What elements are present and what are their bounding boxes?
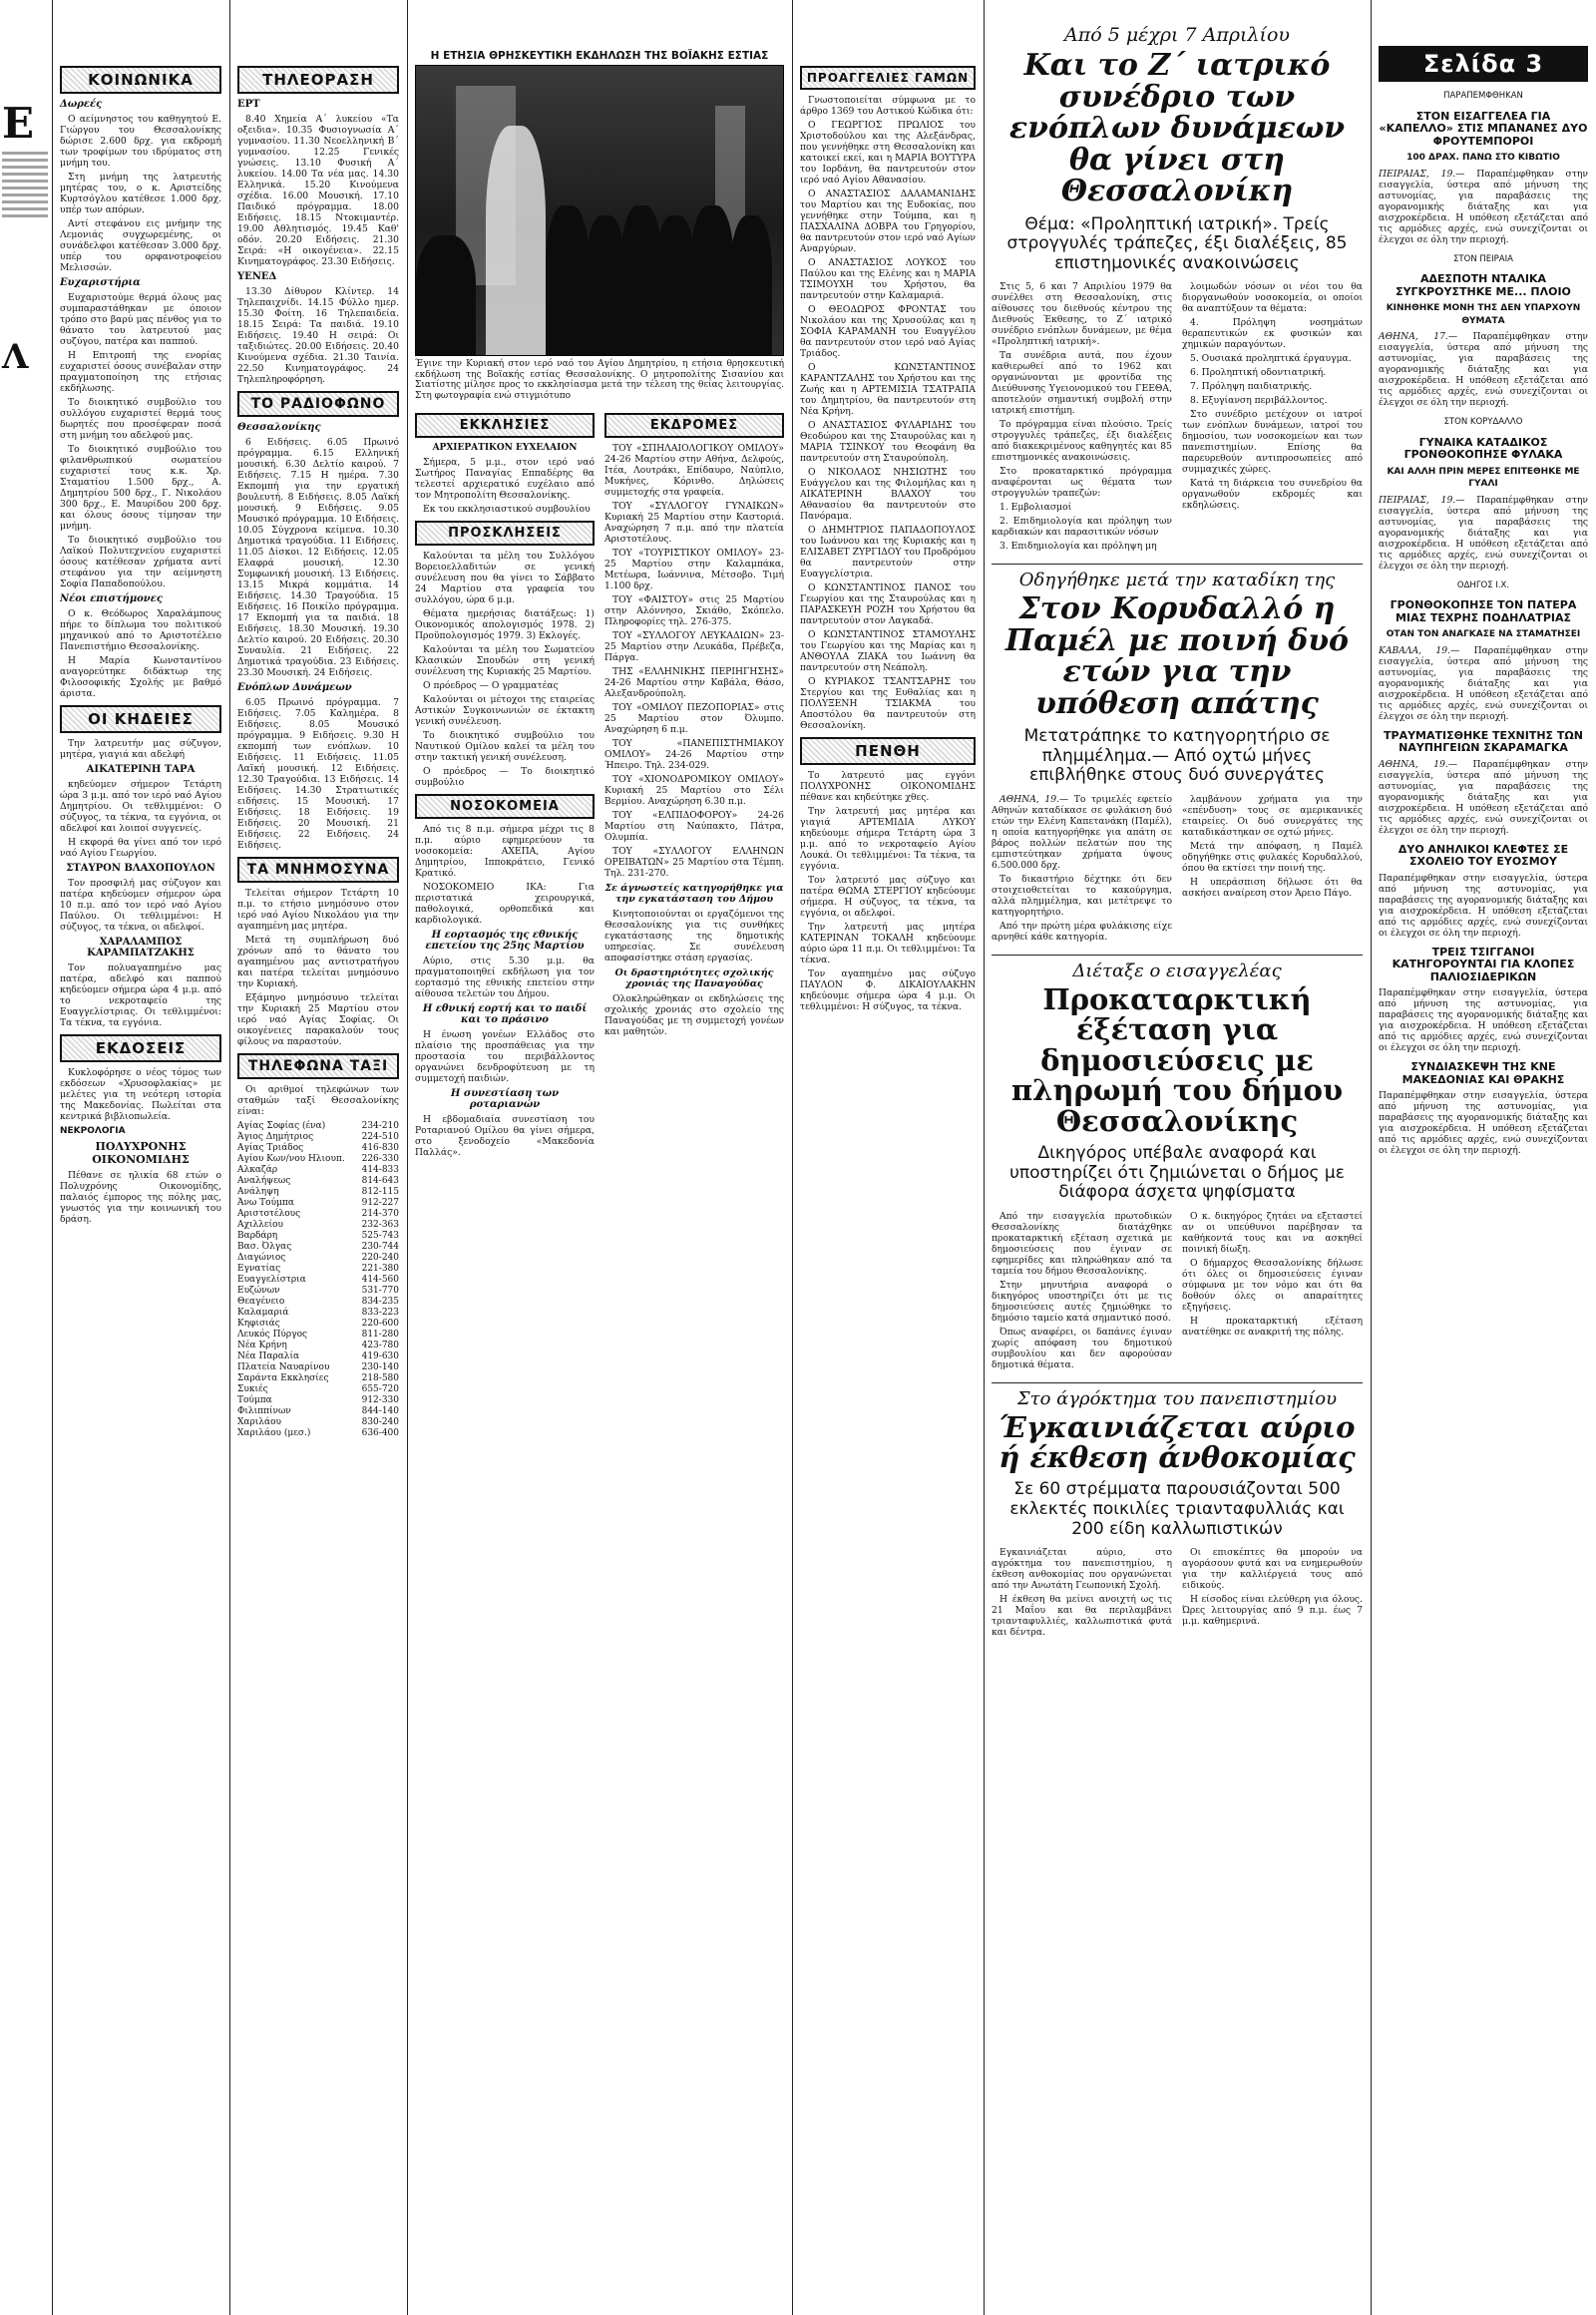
funeral-name-3: ΧΑΡΑΛΑΜΠΟΣ ΚΑΡΑΜΠΑΤΖΑΚΗΣ [87, 937, 195, 959]
radio-thessaloniki-label: Θεσσαλονίκης [237, 422, 321, 433]
hospitals-text: Από τις 8 π.μ. σήμερα μέχρι τις 8 π.μ. αύριο εφημερεύουν τα νοσοκομεία: ΑΧΕΠΑ, Αγίου Δημητρίου, Ιπποκράτειο, Γενικό Κρατικό. ΝΟΣΟΚΟΜΕΙΟ ΙΚΑ: Για περιστατικά χειρουργικά, παθολογικά, ορθοπεδικά και καρδιολογικά. [415, 824, 595, 926]
taxi-phone-row [237, 1242, 399, 1253]
taxi-station-number: 833-223 [361, 1308, 399, 1318]
taxi-phone-row [237, 1319, 399, 1330]
brief-headline: ΔΥΟ ΑΝΗΛΙΚΟΙ ΚΛΕΦΤΕΣ ΣΕ ΣΧΟΛΕΙΟ ΤΟΥ ΕΥΟΣΜΟΥ [1397, 842, 1569, 868]
yened-schedule: 13.30 Δίθυρον Κλίντερ. 14 Τηλεπαιχνίδι. 14.15 Φύλλο ημερ. 15.30 Φοίτη. 16 Τηλεπαιδεία. 18.15 Σειρά: Τα παιδιά. 19.10 Ειδήσεις. 19.40 Η σειρά: Οι ταξιδιώτες. 20.00 Ειδήσεις. 20.40 Κινούμενα σχέδια. 21.30 Ταινία. 22.50 Κινηματογράφος. 24 Τηλεπληροφόρηση. [237, 286, 399, 385]
taxi-station-name: Θεαγένειο [237, 1297, 285, 1307]
dog-text: Κινητοποιούνται οι εργαζόμενοι της Θεσσαλονίκης για τις συνθήκες εγκατάστασης της δημοτικής υπηρεσίας. Σε συνέλευση αποφασίστηκε στάση εργασίας. [604, 909, 784, 964]
brief-story [1379, 579, 1588, 722]
taxi-phone-row [237, 1132, 399, 1143]
prosecutor-headline: Προκαταρκτική έξέταση για δημοσιεύσεις με πληρωμή του δήμου Θεσσαλονίκης [1010, 981, 1344, 1138]
brief-story [1379, 1061, 1588, 1156]
conference-list-2: 2. Επιδημιολογία και πρόληψη των καρδιακών και παρασιτικών νόσων [992, 516, 1172, 539]
taxi-phone-row [237, 1362, 399, 1373]
yened-label: ΥΕΝΕΔ [237, 271, 277, 282]
taxi-station-number: 834-235 [361, 1297, 399, 1307]
brief-kicker: ΣΤΟΝ ΚΟΡΥΔΑΛΛΟ [1443, 417, 1523, 427]
brief-text: ΚΑΒΑΛΑ, 19.— Παραπέμφθηκαν στην εισαγγελία, ύστερα από μήνυση της αστυνομίας, για παραβάσεις της αγορανομικής διάταξης και για αισχροκέρδεια. Η υπόθεση εξετάζεται από τις αρμόδιες αρχές, ενώ συνεχίζονται οι έλεγχοι σε όλη την περιοχή. [1379, 644, 1588, 722]
taxi-phone-row [237, 1176, 399, 1187]
lead-stories-column [988, 0, 1367, 2315]
weddings-text: Γνωστοποιείται σύμφωνα με το άρθρο 1369 του Αστικού Κώδικα ότι: Ο ΓΕΩΡΓΙΟΣ ΠΡΩΛΙΟΣ του Χριστοδούλου και της Αλεξάνδρας, που γεννήθηκε στη Θεσσαλονίκη και κατοικεί εκεί, και η ΜΑΡΙΑ ΒΟΥΤΥΡΑ του Ιορδάνη, θα παντρευτούν στον ιερό ναό Αγίου Αθανασίου. Ο ΑΝΑΣΤΑΣΙΟΣ ΔΑΛΑΜΑΝΙΔΗΣ του Μαρτίου και της Ευδοκίας, που γεννήθηκε στην Τούμπα, και η ΠΑΣΧΑΛΙΝΑ ΔΟΒΡΑ του Γρηγορίου, θα παντρευτούν στον ιερό ναό Αγίων Αναργύρων. Ο ΑΝΑΣΤΑΣΙΟΣ ΛΟΥΚΟΣ του Παύλου και της Ελένης και η ΜΑΡΙΑ ΤΣΙΜΟΥΧΗ του Χρήστου, θα παντρευτούν στην Καλαμαριά. Ο ΘΕΟΔΩΡΟΣ ΦΡΟΝΤΑΣ του Νικολάου και της Χρυσούλας και η ΣΟΦΙΑ ΚΑΡΑΜΑΝΗ του Ευαγγέλου θα παντρευτούν στον ιερό ναό Αγίας Τριάδος. Ο ΚΩΝΣΤΑΝΤΙΝΟΣ ΚΑΡΑΝΤΖΑΛΗΣ του Χρήστου και της Ζωής και η ΑΡΤΕΜΙΣΙΑ ΤΣΑΤΡΑΠΑ του Δημητρίου, θα παντρευτούν στη Νέα Κρήνη. Ο ΑΝΑΣΤΑΣΙΟΣ ΦΥΛΑΡΙΔΗΣ του Θεοδώρου και της Σταυρούλας και η ΜΑΡΙΑ ΤΣΙΝΚΟΥ του Θεοφάνη θα παντρευτούν στη Σταυρούπολη. Ο ΝΙΚΟΛΑΟΣ ΝΗΣΙΩΤΗΣ του Ευάγγελου και της Φιλομήλας και η ΑΙΚΑΤΕΡΙΝΗ ΒΛΑΧΟΥ του Αθανασίου θα παντρευτούν στο Πανόραμα. Ο ΔΗΜΗΤΡΙΟΣ ΠΑΠΑΔΟΠΟΥΛΟΣ του Ιωάννου και της Κυριακής και η ΕΛΙΣΑΒΕΤ ΖΥΡΓΙΔΟΥ του Προδρόμου θα παντρευτούν στην Ευαγγελίστρια. Ο ΚΩΝΣΤΑΝΤΙΝΟΣ ΠΑΝΟΣ του Γεωργίου και της Σταυρούλας και η ΠΑΡΑΣΚΕΥΗ ΡΟΖΗ του Χρήστου θα παντρευτούν στον Λαγκαδά. Ο ΚΩΝΣΤΑΝΤΙΝΟΣ ΣΤΑΜΟΥΛΗΣ του Γεωργίου και της Μαρίας και η ΑΝΘΟΥΛΑ ΖΙΑΚΑ του Ιωάννη θα παντρευτούν στη Νεάπολη. Ο ΚΥΡΙΑΚΟΣ ΤΣΑΝΤΣΑΡΗΣ του Στεργίου και της Ευθαλίας και η ΠΟΛΥΞΕΝΗ ΤΣΙΑΚΜΑ του Αποστόλου θα παντρευτούν στη Θεσσαλονίκη. [800, 95, 977, 731]
taxi-station-name: Πλατεία Ναυαρίνου [237, 1362, 330, 1372]
memorials-text: Τελείται σήμερον Τετάρτη 10 π.μ. το ετήσιο μνημόσυνο στον ιερό ναό Αγίου Νικολάου για την αγαπημένη μας μητέρα. Μετά τη συμπλήρωση δυό χρόνων από το θάνατο του αγαπημένου μας αντιστρατήγου και πατέρα τελείται μνημόσυνο την Κυριακή. Εξάμηνο μνημόσυνο τελείται την Κυριακή 25 Μαρτίου στον ιερό ναό Αγίας Σοφίας. Οι οικογένειες παρακαλούν τους φίλους να παραστούν. [237, 888, 399, 1047]
taxi-station-name: Καλαμαριά [237, 1308, 289, 1318]
brief-dateline: ΠΕΙΡΑΙΑΣ, 19.— [1379, 494, 1465, 506]
taxi-phone-row [237, 1384, 399, 1395]
taxi-station-name: Ευζώνων [237, 1286, 280, 1296]
left-strip-initial: Ε [2, 99, 35, 148]
conference-kicker: Από 5 μέχρι 7 Απριλίου [1064, 24, 1290, 46]
tv-radio-column [233, 0, 403, 2315]
taxi-phone-row [237, 1351, 399, 1362]
excursions-text: ΤΟΥ «ΣΠΗΛΑΙΟΛΟΓΙΚΟΥ ΟΜΙΛΟΥ» 24-26 Μαρτίου στην Αθήνα, Δελφούς, Ιτέα, Λουτράκι, Επίδαυρο, Ναύπλιο, Μυκήνες, Κόρινθο. Δηλώσεις συμμετοχής στα γραφεία. ΤΟΥ «ΣΥΛΛΟΓΟΥ ΓΥΝΑΙΚΩΝ» Κυριακή 25 Μαρτίου στην Καστοριά. Αναχώρηση 7 π.μ. από την πλατεία Αριστοτέλους. ΤΟΥ «ΤΟΥΡΙΣΤΙΚΟΥ ΟΜΙΛΟΥ» 23-25 Μαρτίου στην Καλαμπάκα, Μετέωρα, Ιωάννινα, Μέτσοβο. Τιμή 1.100 δρχ. ΤΟΥ «ΦΑΙΣΤΟΥ» στις 25 Μαρτίου στην Αλόννησο, Σκιάθο, Σκόπελο. Πληροφορίες τηλ. 276-375. ΤΟΥ «ΣΥΛΛΟΓΟΥ ΛΕΥΚΑΔΙΩΝ» 23-25 Μαρτίου στην Λευκάδα, Πρέβεζα, Πάργα. ΤΗΣ «ΕΛΛΗΝΙΚΗΣ ΠΕΡΙΗΓΗΣΗΣ» 24-26 Μαρτίου στην Καβάλα, Θάσο, Αλεξανδρούπολη. ΤΟΥ «ΟΜΙΛΟΥ ΠΕΖΟΠΟΡΙΑΣ» στις 25 Μαρτίου στον Όλυμπο. Αναχώρηση 6 π.μ. ΤΟΥ «ΠΑΝΕΠΙΣΤΗΜΙΑΚΟΥ ΟΜΙΛΟΥ» 24-26 Μαρτίου στην Ήπειρο. Τηλ. 234-029. ΤΟΥ «ΧΙΟΝΟΔΡΟΜΙΚΟΥ ΟΜΙΛΟΥ» Κυριακή 25 Μαρτίου στο Σέλι Βερμίου. Αναχώρηση 6.30 π.μ. ΤΟΥ «ΕΛΠΙΔΟΦΟΡΟΥ» 24-26 Μαρτίου στη Ναύπακτο, Πάτρα, Ολυμπία. ΤΟΥ «ΣΥΛΛΟΓΟΥ ΕΛΛΗΝΩΝ ΟΡΕΙΒΑΤΩΝ» 25 Μαρτίου στα Τέμπη. Τηλ. 231-270. [604, 443, 784, 879]
taxi-station-number: 525-743 [361, 1231, 399, 1241]
taxi-station-name: Χαριλάου [237, 1417, 281, 1427]
taxi-station-name: Αγίου Κων/νου Ηλιουπ. [237, 1154, 345, 1164]
brief-kicker: ΠΑΡΑΠΕΜΦΘΗΚΑΝ [1443, 91, 1523, 101]
conference-text-a: Στις 5, 6 και 7 Απριλίου 1979 θα συνέλθει στη Θεσσαλονίκη, στις αίθουσες του διεθνούς κέντρου της Διεθνούς Έκθεσης, το Ζ΄ ιατρικό συνέδριο ενόπλων δυνάμεων, με θέμα «Προληπτική ιατρική». Τα συνέδρια αυτά, που έχουν καθιερωθεί από το 1962 και οργανώνονται με φροντίδα της Διεύθυνσης Υγειονομικού του ΓΕΕΘΑ, αποτελούν σημαντική συμβολή στην ιατρική επιστήμη. Το πρόγραμμα είναι πλούσιο. Τρείς στρογγυλές τράπεζες, έξι διαλέξεις από διακεκριμένους καθηγητές και 85 επιστημονικές ανακοινώσεις. Στο προκαταρκτικό πρόγραμμα αναφέρονται ως θέματα των στρογγυλών τραπεζών: 1. Εμβολιασμοί 2. Επιδημιολογία και πρόληψη των καρδιακών και παρασιτικών νόσων 3. Επιδημιολογία και πρόληψη μη [992, 281, 1172, 553]
church-subheading: ΑΡΧΙΕΡΑΤΙΚΟΝ ΕΥΧΕΛΑΙΟΝ [432, 443, 578, 453]
feast2-title: Η εθνική εορτή και το παιδί και το πράσινο [422, 1003, 588, 1025]
taxi-station-name: Αριστοτέλους [237, 1209, 301, 1219]
taxi-station-name: Αναλήψεως [237, 1176, 291, 1186]
church-subcolumn [415, 407, 595, 1162]
brief-dateline: ΑΘΗΝΑ, 19.— [1379, 758, 1458, 770]
funeral-name-2: ΣΤΑΥΡΟΝ ΒΛΑΧΟΠΟΥΛΟΝ [66, 863, 215, 874]
taxi-station-number: 416-830 [361, 1143, 399, 1153]
brief-headline: ΣΥΝΔΙΑΣΚΕΨΗ ΤΗΣ ΚΝΕ ΜΑΚΕΔΟΝΙΑΣ ΚΑΙ ΘΡΑΚΗΣ [1401, 1060, 1565, 1086]
brief-story [1379, 844, 1588, 939]
brief-story [1379, 253, 1588, 409]
ert-schedule: 8.40 Χημεία Α΄ λυκείου «Τα οξειδια». 10.35 Φυσιογνωσία Α΄ γυμνασίου. 11.30 Νεοελληνική Β΄ γυμνασίου. 12.25 Γενικές γνώσεις. 13.10 Φυσική Α΄ λυκείου. 14.00 Τα νέα μας. 14.30 Ελληνικά. 15.20 Κινούμενα σχέδια. 16.00 Μουσική. 17.10 Παιδικό πρόγραμμα. 18.00 Ειδήσεις. 18.15 Ντοκιμαντέρ. 19.00 Αθλητισμός. 19.45 Καθ' οδόν. 20.20 Ειδήσεις. 21.30 Σειρά: «Η οικογένεια». 22.15 Κινηματογράφος. 23.30 Ειδήσεις. [237, 114, 399, 267]
brief-text: Παραπέμφθηκαν στην εισαγγελία, ύστερα από μήνυση της αστυνομίας, για παραβάσεις της αγορανομικής διάταξης και για αισχροκέρδεια. Η υπόθεση εξετάζεται από τις αρμόδιες αρχές, ενώ συνεχίζονται οι έλεγχοι σε όλη την περιοχή. [1379, 1090, 1588, 1156]
churches-heading: ΕΚΚΛΗΣΙΕΣ [415, 413, 595, 438]
taxi-station-number: 655-720 [361, 1384, 399, 1394]
taxi-station-number: 232-363 [361, 1220, 399, 1230]
brief-kicker: ΟΔΗΓΟΣ Ι.Χ. [1456, 579, 1510, 590]
taxi-phone-row [237, 1165, 399, 1176]
taxi-station-name: Ανάληψη [237, 1187, 279, 1197]
taxi-station-name: Νέα Παραλία [237, 1351, 300, 1361]
brief-headline: ΓΥΝΑΙΚΑ ΚΑΤΑΔΙΚΟΣ ΓΡΟΝΘΟΚΟΠΗΣΕ ΦΥΛΑΚΑ [1403, 435, 1563, 461]
taxi-station-name: Εγνατίας [237, 1264, 281, 1274]
taxi-station-name: Τούμπα [237, 1395, 272, 1405]
editions-heading: ΕΚΔΟΣΕΙΣ [60, 1034, 221, 1062]
tv-heading: ΤΗΛΕΟΡΑΣΗ [237, 66, 399, 94]
taxi-station-name: Αγίας Σοφίας (ένα) [237, 1121, 326, 1131]
taxi-phone-row [237, 1286, 399, 1297]
hospitals-heading: ΝΟΣΟΚΟΜΕΙΑ [415, 794, 595, 819]
feast-text: Αύριο, στις 5.30 μ.μ. θα πραγματοποιηθεί εκδήλωση για τον εορτασμό της εθνικής επετείου στην αίθουσα τελετών του Δήμου. [415, 956, 595, 999]
taxi-station-number: 830-240 [361, 1417, 399, 1427]
prosecutor-deck: Δικηγόρος υπέβαλε αναφορά και υποστηρίζει ότι ζημιώνεται ο δήμος με διάφορα άσχετα ψηφίσματα [1009, 1142, 1345, 1203]
brief-text: ΑΘΗΝΑ, 17.— Παραπέμφθηκαν στην εισαγγελία, ύστερα από μήνυση της αστυνομίας, για παραβάσεις της αγορανομικής διάταξης και για αισχροκέρδεια. Η υπόθεση εξετάζεται από τις αρμόδιες αρχές, ενώ συνεχίζονται οι έλεγχοι σε όλη την περιοχή. [1379, 331, 1588, 408]
funeral-text-2: Τον προσφιλή μας σύζυγον και πατέρα κηδεύομεν σήμερον ώρα 10 π.μ. από τον ιερό ναό Αγίου Παύλου. Οι τεθλιμμένοι: Η σύζυγος, τα τέκνα, οι αδελφοί. [60, 878, 221, 933]
brief-text: ΠΕΙΡΑΙΑΣ, 19.— Παραπέμφθηκαν στην εισαγγελία, ύστερα από μήνυση της αστυνομίας, για παραβάσεις της αγορανομικής διάταξης και για αισχροκέρδεια. Η υπόθεση εξετάζεται από τις αρμόδιες αρχές, ενώ συνεχίζονται οι έλεγχοι σε όλη την περιοχή. [1379, 494, 1588, 572]
obituary-name: ΠΟΛΥΧΡΟΝΗΣ ΟΙΚΟΝΟΜΙΔΗΣ [92, 1140, 190, 1166]
taxi-station-number: 214-370 [361, 1209, 399, 1219]
taxi-phone-row [237, 1406, 399, 1417]
taxi-phone-row [237, 1373, 399, 1384]
brief-dateline: ΚΑΒΑΛΑ, 19.— [1379, 644, 1460, 656]
taxi-station-number: 423-780 [361, 1341, 399, 1350]
churches-text: Σήμερα, 5 μ.μ., στον ιερό ναό Σωτήρος Παναγίας Εππαδέρης θα τελεστεί αρχιερατικό ευχέλαιο από τον Μητροπολίτη Θεσσαλονίκης. Εκ του εκκλησιαστικού συμβουλίου [415, 457, 595, 515]
taxi-station-name: Βασ. Όλγας [237, 1242, 292, 1252]
funeral-text-3: Τον πολυαγαπημένο μας πατέρα, αδελφό και παππού κηδεύομεν σήμερα ώρα 4 μ.μ. από το νεκροταφείο της Ευαγγελίστριας. Οι τεθλιμμένοι: Τα τέκνα, τα εγγόνια. [60, 963, 221, 1028]
taxi-station-name: Χαριλάου (μεσ.) [237, 1428, 311, 1438]
taxi-phone-row [237, 1330, 399, 1341]
conference-list-1: 1. Εμβολιασμοί [999, 502, 1072, 514]
left-strip-initial-2: Λ [2, 337, 29, 377]
taxi-phone-row [237, 1264, 399, 1275]
conference-list2-7: 7. Πρόληψη παιδιατρικής. [1190, 381, 1313, 393]
prosecutor-kicker: Διέταξε ο εισαγγελέας [1072, 960, 1282, 981]
taxi-station-name: Λευκός Πύργος [237, 1330, 308, 1340]
excursions-heading: ΕΚΔΡΟΜΕΣ [604, 413, 784, 438]
conference-list2-5: 5. Ουσιακά προληπτικά έργαυγμα. [1190, 353, 1352, 365]
brief-text: ΠΕΙΡΑΙΑΣ, 19.— Παραπέμφθηκαν στην εισαγγελία, ύστερα από μήνυση της αστυνομίας, για παραβάσεις της αγορανομικής διάταξης και για αισχροκέρδεια. Η υπόθεση εξετάζεται από τις αρμόδιες αρχές, ενώ συνεχίζονται οι έλεγχοι σε όλη την περιοχή. [1379, 168, 1588, 245]
new-scientists-text: Ο κ. Θεόδωρος Χαραλάμπους πήρε το δίπλωμα του πολιτικού μηχανικού από το Αριστοτέλειο Πανεπιστήμιο Θεσσαλονίκης. Η Μαρία Κωνσταντίνου αναγορεύτηκε διδάκτωρ της Φιλοσοφικής Σχολής με βαθμό άριστα. [60, 608, 221, 699]
weddings-heading: ΠΡΟΑΓΓΕΛΙΕΣ ΓΑΜΩΝ [800, 66, 976, 90]
taxi-station-number: 224-510 [361, 1132, 399, 1142]
feast2-text: Η ένωση γονέων Ελλάδος στο πλαίσιο της προσπάθειας για την προστασία του περιβάλλοντος οργανώνει δενδροφύτευση με τη συμμετοχή παιδιών. [415, 1029, 595, 1084]
mourning-text: Το λατρευτό μας εγγόνι ΠΟΛΥΧΡΟΝΗΣ ΟΙΚΟΝΟΜΙΔΗΣ πέθανε και κηδεύτηκε χθες. Την λατρευτή μας μητέρα και γιαγιά ΑΡΤΕΜΙΔΙΑ ΛΥΚΟΥ κηδεύουμε σήμερα Τετάρτη ώρα 3 μ.μ. από το νεκροταφείο Αγίου Λουκά. Οι τεθλιμμένοι: Τα τέκνα, τα εγγόνια. Τον λατρευτό μας σύζυγο και πατέρα ΘΩΜΑ ΣΤΕΡΓΙΟΥ κηδεύουμε σήμερα. Η σύζυγος, τα τέκνα, τα εγγόνια, οι αδελφοί. Την λατρευτή μας μητέρα ΚΑΤΕΡΙΝΑΝ ΤΟΚΑΛΗ κηδεύουμε αύριο ώρα 11 π.μ. Οι τεθλιμμένοι: Τα τέκνα. Τον αγαπημένο μας σύζυγο ΠΑΥΛΟΝ Φ. ΔΙΚΑΙΟΥΛΑΚΗΝ κηδεύουμε σήμερα ώρα 4 μ.μ. Οι τεθλιμμένοι: Η σύζυγος, τα τέκνα. [800, 770, 976, 1012]
brief-headline: ΓΡΟΝΘΟΚΟΠΗΣΕ ΤΟΝ ΠΑΤΕΡΑ ΜΙΑΣ ΤΕΧΡΗΣ ΠΟΔΗΛΑΤΡΙΑΣ [1390, 598, 1577, 624]
taxi-phone-row [237, 1308, 399, 1319]
flower-text-a: Εγκαινιάζεται αύριο, στο αγρόκτημα του πανεπιστημίου, η έκθεση ανθοκομίας που οργανώνεται από την Ανωτάτη Γεωπονική Σχολή. Η έκθεση θα μείνει ανοιχτή ως τις 21 Μαΐου και θα περιλαμβάνει τριανταφυλλιές, καλλωπιστικά φυτά και δέντρα. [992, 1547, 1172, 1639]
taxi-station-number: 414-560 [361, 1275, 399, 1285]
brief-headline: ΤΡΑΥΜΑΤΙΣΘΗΚΕ ΤΕΧΝΙΤΗΣ ΤΩΝ ΝΑΥΠΗΓΕΙΩΝ ΣΚΑΡΑΜΑΓΚΑ [1384, 728, 1583, 754]
ert-label: ΕΡΤ [237, 99, 260, 110]
editions-text: Κυκλοφόρησε ο νέος τόμος των εκδόσεων «Χρυσοφλακίας» με μελέτες για τη νεότερη ιστορία της Μακεδονίας. Πωλείται στα κεντρικά βιβλιοπωλεία. [60, 1067, 221, 1122]
flower-deck: Σε 60 στρέμματα παρουσιάζονται 500 εκλεκτές ποικιλίες τριανταφυλλιάς και 200 είδη καλλωπιστικών [1009, 1479, 1345, 1539]
new-scientists-heading: Νέοι επιστήμονες [60, 593, 163, 604]
meeting-text: Η εβδομαδιαία συνεστίαση του Ροταριανού Ομίλου θα γίνει σήμερα, στο ξενοδοχείο «Μακεδονία Παλλάς». [415, 1114, 595, 1158]
taxi-station-number: 844-140 [361, 1406, 399, 1416]
taxi-station-name: Άνω Τούμπα [237, 1198, 294, 1208]
brief-story [1379, 730, 1588, 836]
taxi-station-number: 230-744 [361, 1242, 399, 1252]
taxi-phones-heading: ΤΗΛΕΦΩΝΑ ΤΑΞΙ [237, 1053, 399, 1079]
brief-headline: ΑΔΕΣΠΟΤΗ ΝΤΑΛΙΚΑ ΣΥΓΚΡΟΥΣΤΗΚΕ ΜΕ... ΠΛΟΙΟ [1396, 272, 1571, 298]
taxi-phone-row [237, 1341, 399, 1351]
conference-headline: Και το Ζ΄ ιατρικό συνέδριο των ενόπλων δυνάμεων θα γίνει στη Θεσσαλονίκη [1008, 48, 1346, 208]
brief-story [1379, 90, 1588, 245]
brief-subhead: 100 ΔΡΑΧ. ΠΑΝΩ ΣΤΟ ΚΙΒΩΤΙΟ [1406, 153, 1560, 163]
radio-thessaloniki-schedule: 6 Ειδήσεις. 6.05 Πρωινό πρόγραμμα. 6.15 Ελληνική μουσική. 6.30 Δελτίο καιρού. 7 Ειδήσεις. 7.15 Η ημέρα. 7.30 Εκπομπή για την εργατική βουλευτή. 8 Ειδήσεις. 8.05 Λαϊκή μουσική. 9 Ειδήσεις. 9.05 Μουσικό πρόγραμμα. 10 Ειδήσεις. 10.05 Σύγχρονα κείμενα. 10.30 Δημοτικά τραγούδια. 11 Ειδήσεις. 11.05 Δίσκοι. 12 Ειδήσεις. 12.05 Ελαφρά μουσική. 12.30 Συμφωνική μουσική. 13 Ειδήσεις. 13.15 Μικρά κομμάτια. 14 Ειδήσεις. 14.30 Τραγούδια. 15 Ειδήσεις. 16 Ποικίλο πρόγραμμα. 17 Εκπομπή για τα παιδιά. 18 Ειδήσεις. 18.30 Μουσική. 19.30 Δελτίο καιρού. 20 Ειδήσεις. 20.30 Συναυλία. 21 Ειδήσεις. 22 Δημοτικά τραγούδια. 23 Ειδήσεις. 23.30 Μουσική. 24 Ειδήσεις. [237, 437, 399, 678]
brief-dateline: ΑΘΗΝΑ, 17.— [1379, 331, 1458, 342]
taxi-station-number: 531-770 [361, 1286, 399, 1296]
taxi-phone-row [237, 1297, 399, 1308]
social-column [56, 0, 225, 2315]
radio-heading: ΤΟ ΡΑΔΙΟΦΩΝΟ [237, 391, 399, 417]
brief-text: Παραπέμφθηκαν στην εισαγγελία, ύστερα από μήνυση της αστυνομίας, για παραβάσεις της αγορανομικής διάταξης και για αισχροκέρδεια. Η υπόθεση εξετάζεται από τις αρμόδιες αρχές, ενώ συνεχίζονται οι έλεγχοι σε όλη την περιοχή. [1379, 987, 1588, 1053]
taxi-station-name: Αχιλλείου [237, 1220, 283, 1230]
thanks-text: Ευχαριστούμε θερμά όλους μας συμπαραστάθηκαν με όποιον τρόπο στο βαρύ μας πένθος για το θάνατο του λατρευτού μας συζύγου, πατέρα και παππού. Η Επιτροπή της ενορίας ευχαριστεί όσους συνέβαλαν στην πραγματοποίηση της ετήσιας εκδήλωσης. Το διοικητικό συμβούλιο του συλλόγου ευχαριστεί θερμά τους δωρητές που προσέφεραν ποσά στη μνήμη του αδελφού μας. Το διοικητικό συμβούλιο του φιλανθρωπικού σωματείου ευχαριστεί τους κ.κ. Χρ. Σταματίου 1.500 δρχ., Α. Δημητρίου 500 δρχ., Γ. Νικολάου 300 δρχ., Ε. Μαυρίδου 200 δρχ. και όλους όσους τίμησαν την μνήμη. Το διοικητικό συμβούλιο του Λαϊκού Πολυτεχνείου ευχαριστεί όσους κατέθεσαν χρήματα αντί στεφάνου για την αείμνηστη Σοφία Παπαδοπούλου. [60, 292, 221, 589]
funeral-name-1: ΑΙΚΑΤΕΡΙΝΗ ΤΑΡΑ [86, 764, 196, 775]
koridallos-text-a: ΑΘΗΝΑ, 19.— Το τριμελές εφετείο Αθηνών καταδίκασε σε φυλάκιση δυό ετών την Ελένη Καπετανάκη (Παμέλ), η οποία κατηγορήθηκε για απάτη σε βάρος πολλών πελατών που της εμπιστεύτηκαν χρήματα ύψους 6.500.000 δρχ. Το δικαστήριο δέχτηκε ότι δεν στοιχειοθετείται το κακούργημα, αλλά πλημμέλημα, και μετέτρεψε το κατηγορητήριο. Από την πρώτη μέρα φυλάκισης είχε αρνηθεί κάθε κατηγορία. [992, 793, 1172, 943]
scholarship-text: Ολοκληρώθηκαν οι εκδηλώσεις της σχολικής χρονιάς στο σχολείο της Παναγούδας με τη συμμετοχή γονέων και μαθητών. [604, 993, 784, 1037]
brief-story [1379, 416, 1588, 572]
brief-kicker: ΣΤΟΝ ΠΕΙΡΑΙΑ [1453, 253, 1513, 264]
mourning-heading: ΠΕΝΘΗ [800, 737, 976, 765]
taxi-station-number: 419-630 [361, 1351, 399, 1361]
taxi-station-number: 230-140 [361, 1362, 399, 1372]
conference-list-3: 3. Επιδημιολογία και πρόληψη μη [999, 541, 1157, 553]
donations-heading: Δωρεές [60, 99, 103, 110]
memorials-heading: ΤΑ ΜΝΗΜΟΣΥΝΑ [237, 857, 399, 883]
brief-headline: ΤΡΕΙΣ ΤΣΙΓΓΑΝΟΙ ΚΑΤΗΓΟΡΟΥΝΤΑΙ ΓΙΑ ΚΛΟΠΕΣ ΠΑΛΙΟΣΙΔΕΡΙΚΩΝ [1392, 945, 1575, 983]
brief-text: ΑΘΗΝΑ, 19.— Παραπέμφθηκαν στην εισαγγελία, ύστερα από μήνυση της αστυνομίας, για παραβάσεις της αγορανομικής διάταξης και για αισχροκέρδεια. Η υπόθεση εξετάζεται από τις αρμόδιες αρχές, ενώ συνεχίζονται οι έλεγχοι σε όλη την περιοχή. [1379, 758, 1588, 836]
taxi-phones-intro: Οι αριθμοί τηλεφώνων των σταθμών ταξί Θεσσαλονίκης είναι: [237, 1084, 399, 1117]
taxi-phone-row [237, 1428, 399, 1439]
taxi-station-number: 814-643 [361, 1176, 399, 1186]
brief-subhead: ΚΑΙ ΑΛΛΗ ΠΡΙΝ ΜΕΡΕΣ ΕΠΙΤΕΘΗΚΕ ΜΕ ΓΥΑΛΙ [1387, 466, 1580, 489]
taxi-station-number: 220-600 [361, 1319, 399, 1329]
church-column [411, 0, 788, 2315]
photo-caption: Έγινε την Κυριακή στον ιερό ναό του Αγίου Δημητρίου, η ετήσια θρησκευτική εκδήλωση της Βοϊακής εστίας Θεσσαλονίκης. Ο μητροπολίτης Σισανίου και Σιατίστης μίλησε προς το εκκλησίασμα μετά την τέλεση της θείας λειτουργίας. Στη φωτογραφία ενώ στιγμιότυπο [415, 359, 784, 401]
prosecutor-text-a: Από την εισαγγελία πρωτοδικών Θεσσαλονίκης διατάχθηκε προκαταρκτική εξέταση σχετικά με δημοσιεύσεις που έγιναν σε εφημερίδες και πληρώθηκαν από τα ταμεία του δήμου Θεσσαλονίκης. Στην μηνυτήρια αναφορά ο δικηγόρος υποστηρίζει ότι με τις δημοσιεύσεις αυτές ζημιώθηκε το δημόσιο ταμείο κατά σημαντικό ποσό. Όπως αναφέρει, οι δαπάνες έγιναν χωρίς απόφαση του δημοτικού συμβουλίου και δεν αφορούσαν δημοτικά θέματα. [992, 1210, 1172, 1370]
taxi-phones-list [237, 1121, 399, 1439]
taxi-phone-row [237, 1220, 399, 1231]
left-strip-text [2, 152, 48, 217]
briefs-column [1375, 0, 1592, 2315]
taxi-station-number: 221-380 [361, 1264, 399, 1274]
taxi-phone-row [237, 1121, 399, 1132]
brief-story [1379, 947, 1588, 1054]
feast-title: Η εορτασμός της εθνικής επετείου της 25ης Μαρτίου [425, 930, 585, 952]
dog-title: Σε άγνωστείς κατηγορήθηκε για την εγκατάσταση του Δήμου [604, 883, 784, 905]
conference-text-b: λοιμωδών νόσων οι νέοι του θα διοργανωθούν νοσοκομεία, οι οποίοι θα αναπτύξουν τα θέματα: 4. Πρόληψη νοσημάτων θεραπευτικών εκ φυσικών και χημικών παραγόντων. 5. Ουσιακά προληπτικά έργαυγμα. 6. Προληπτική οδοντιατρική. 7. Πρόληψη παιδιατρικής. 8. Εξυγίανση περιβάλλοντος. Στο συνέδριο μετέχουν οι ιατροί των ενόπλων δυνάμεων, ιατροί του δημοσίου, των νοσοκομείων και των πανεπιστημίων. Επίσης θα παρευρεθούν αντιπροσωπείες από συμμαχικές χώρες. Κατά τη διάρκεια του συνεδρίου θα οργανωθούν εκδρομές και εκδηλώσεις. [1182, 281, 1363, 512]
taxi-phone-row [237, 1187, 399, 1198]
taxi-station-name: Βαρδάρη [237, 1231, 278, 1241]
flower-text-b: Οι επισκέπτες θα μπορούν να αγοράσουν φυτά και να ενημερωθούν για την καλλιέργειά τους από ειδικούς. Η είσοδος είναι ελεύθερη για όλους. Ώρες λειτουργίας από 9 π.μ. έως 7 μ.μ. καθημερινά. [1182, 1547, 1363, 1628]
obituary-label: ΝΕΚΡΟΛΟΓΙΑ [60, 1126, 126, 1136]
taxi-station-number: 234-210 [361, 1121, 399, 1131]
taxi-station-name: Νέα Κρήνη [237, 1341, 287, 1350]
taxi-station-number: 414-833 [361, 1165, 399, 1175]
taxi-station-number: 912-330 [361, 1395, 399, 1405]
funerals-heading: ΟΙ ΚΗΔΕΙΕΣ [60, 705, 221, 733]
meeting-title: Η συνεστίαση των ροταριανών [450, 1088, 560, 1110]
flower-headline: Έγκαινιάζεται αύριο ή έκθεση άνθοκομίας [998, 1409, 1356, 1475]
koridallos-headline: Στον Κορυδαλλό η Παμέλ με ποινή δυό ετών για την υπόθεση απάτης [1004, 591, 1350, 721]
thanks-heading: Ευχαριστήρια [60, 277, 141, 288]
taxi-phone-row [237, 1231, 399, 1242]
brief-subhead: ΟΤΑΝ ΤΟΝ ΑΝΑΓΚΑΣΕ ΝΑ ΣΤΑΜΑΤΗΣΕΙ [1386, 629, 1581, 639]
taxi-station-name: Ευαγγελίστρια [237, 1275, 306, 1285]
taxi-station-number: 220-240 [361, 1253, 399, 1263]
conference-list2-8: 8. Εξυγίανση περιβάλλοντος. [1190, 395, 1328, 407]
taxi-station-number: 812-115 [361, 1187, 399, 1197]
taxi-phone-row [237, 1253, 399, 1264]
photo-title: Η ΕΤΗΣΙΑ ΘΡΗΣΚΕΥΤΙΚΗ ΕΚΔΗΛΩΣΗ ΤΗΣ ΒΟΪΑΚΗΣ ΕΣΤΙΑΣ [430, 50, 769, 62]
brief-subhead: ΚΙΝΗΘΗΚΕ ΜΟΝΗ ΤΗΣ ΔΕΝ ΥΠΑΡΧΟΥΝ ΘΥΜΑΤΑ [1386, 303, 1581, 326]
taxi-phone-row [237, 1154, 399, 1165]
left-strip [0, 0, 50, 2315]
donations-text: Ο αείμνηστος του καθηγητού Ε. Γιώργου του Θεσσαλονίκης δώρισε 2.600 δρχ. για εκδρομή των τροφίμων του ιδρύματος στη μνήμη του. Στη μνήμη της λατρευτής μητέρας του, ο κ. Αριστείδης Κυρτσόγλου κατέθεσε 1.000 δρχ. υπέρ των απόρων. Αντί στεφάνου εις μνήμην της Λεμονιάς συγχωρεμένης, οι συνάδελφοι κατέθεσαν 3.000 δρχ. υπέρ του ορφανοτροφείου Μελισσών. [60, 114, 221, 273]
invitations-text: Καλούνται τα μέλη του Συλλόγου Βορειοελλαδιτών σε γενική συνέλευση που θα γίνει το Σάββατο 24 Μαρτίου στα γραφεία του συλλόγου, ώρα 6 μ.μ. Θέματα ημερήσιας διατάξεως: 1) Οικονομικός απολογισμός 1978. 2) Προϋπολογισμός 1979. 3) Εκλογές. Καλούνται τα μέλη του Σωματείου Κλασικών Σπουδών στη γενική συνέλευση της Κυριακής 25 Μαρτίου. Ο πρόεδρος — Ο γραμματέας Καλούνται οι μέτοχοι της εταιρείας Αστικών Συγκοινωνιών σε έκτακτη γενική συνέλευση. Το διοικητικό συμβούλιο του Ναυτικού Ομίλου καλεί τα μέλη του στην τακτική γενική συνέλευση. Ο πρόεδρος — Το διοικητικό συμβούλιο [415, 551, 595, 788]
conference-list2-4: 4. Πρόληψη νοσημάτων θεραπευτικών εκ φυσικών και χημικών παραγόντων. [1182, 317, 1363, 351]
page-label: Σελίδα 3 [1379, 46, 1588, 82]
koridallos-text-b: λαμβάνουν χρήματα για την «επένδυση» τους σε αμερικανικές εταιρείες. Οι δυό συνεργάτες της καταδικάστηκαν σε οχτώ μήνες. Μετά την απόφαση, η Παμέλ οδηγήθηκε στις φυλακές Κορυδαλλού, όπου θα εκτίσει την ποινή της. Η υπεράσπιση δήλωσε ότι θα ασκήσει αναίρεση στον Άρειο Πάγο. [1182, 793, 1363, 899]
taxi-station-name: Συκιές [237, 1384, 268, 1394]
taxi-station-number: 811-280 [361, 1330, 399, 1340]
taxi-station-name: Αγίας Τριάδος [237, 1143, 304, 1153]
brief-headline: ΣΤΟΝ ΕΙΣΑΓΓΕΛΕΑ ΓΙΑ «ΚΑΠΕΛΛΟ» ΣΤΙΣ ΜΠΑΝΑΝΕΣ ΔΥΟ ΦΡΟΥΤΕΜΠΟΡΟΙ [1379, 109, 1588, 148]
radio-forces-label: Ενόπλων Δυνάμεων [237, 682, 352, 693]
taxi-station-number: 636-400 [361, 1428, 399, 1438]
koridallos-deck: Μετατράπηκε το κατηγορητήριο σε πλημμέλημα.— Από οχτώ μήνες επιβλήθηκε στους δυό συνεργάτες [1023, 726, 1331, 786]
scholarship-title: Οι δραστηριότητες σχολικής χρονιάς της Παναγούδας [614, 967, 774, 989]
taxi-phone-row [237, 1143, 399, 1154]
flower-kicker: Στο άγρόκτημα του πανεπιστημίου [1016, 1387, 1338, 1409]
taxi-phone-row [237, 1395, 399, 1406]
conference-list2-6: 6. Προληπτική οδοντιατρική. [1190, 367, 1327, 379]
taxi-phone-row [237, 1198, 399, 1209]
social-heading: ΚΟΙΝΩΝΙΚΑ [60, 66, 221, 94]
taxi-phone-row [237, 1275, 399, 1286]
taxi-station-name: Σαράντα Εκκλησίες [237, 1373, 329, 1383]
conference-deck: Θέμα: «Προληπτική ιατρική». Τρείς στρογγυλές τράπεζες, έξι διαλέξεις, 85 επιστημονικές ανακοινώσεις [1006, 213, 1348, 273]
taxi-station-name: Αλκαζάρ [237, 1165, 278, 1175]
taxi-phone-row [237, 1417, 399, 1428]
koridallos-kicker: Οδηγήθηκε μετά την καταδίκη της [1018, 570, 1336, 591]
taxi-station-name: Άγιος Δημήτριος [237, 1132, 314, 1142]
taxi-station-name: Φιλιππίνων [237, 1406, 291, 1416]
taxi-phone-row [237, 1209, 399, 1220]
briefs-list [1379, 90, 1588, 1156]
invitations-heading: ΠΡΟΣΚΛΗΣΕΙΣ [415, 521, 595, 546]
excursion-subcolumn [604, 407, 784, 1162]
funeral-text-1: κηδεύομεν σήμερον Τετάρτη ώρα 3 μ.μ. από τον ιερό ναό Αγίου Δημητρίου. Οι τεθλιμμένοι: Ο σύζυγος, τα τέκνα, τα εγγόνια, οι αδελφοί και λοιποί συγγενείς. Η εκφορά θα γίνει από τον ιερό ναό Αγίου Γεωργίου. [60, 779, 221, 859]
church-photo [415, 65, 784, 356]
obituary-text: Πέθανε σε ηλικία 68 ετών ο Πολυχρόνης Οικονομίδης, παλαιός έμπορος της πόλης μας, γνωστός για την κοινωνική του δράση. [60, 1170, 221, 1225]
taxi-station-name: Κηφισιάς [237, 1319, 280, 1329]
radio-forces-schedule: 6.05 Πρωινό πρόγραμμα. 7 Ειδήσεις. 7.05 Καλημέρα. 8 Ειδήσεις. 8.05 Μουσικό πρόγραμμα. 9 Ειδήσεις. 9.30 Η εκπομπή των ενόπλων. 10 Ειδήσεις. 11 Ειδήσεις. 11.05 Λαϊκή μουσική. 12 Ειδήσεις. 12.30 Τραγούδια. 13 Ειδήσεις. 14 Ειδήσεις. 14.30 Στρατιωτικές ειδήσεις. 15 Μουσική. 17 Ειδήσεις. 18 Ειδήσεις. 19 Ειδήσεις. 20 Μουσική. 21 Ειδήσεις. 22 Ειδήσεις. 24 Ειδήσεις. [237, 697, 399, 851]
taxi-station-number: 218-580 [361, 1373, 399, 1383]
weddings-column [796, 0, 980, 2315]
brief-dateline: ΠΕΙΡΑΙΑΣ, 19.— [1379, 168, 1465, 180]
brief-text: Παραπέμφθηκαν στην εισαγγελία, ύστερα από μήνυση της αστυνομίας, για παραβάσεις της αγορανομικής διάταξης και για αισχροκέρδεια. Η υπόθεση εξετάζεται από τις αρμόδιες αρχές, ενώ συνεχίζονται οι έλεγχοι σε όλη την περιοχή. [1379, 872, 1588, 939]
taxi-station-number: 226-330 [361, 1154, 399, 1164]
taxi-station-name: Διαγώνιος [237, 1253, 286, 1263]
funerals-intro: Την λατρευτήν μας σύζυγον, μητέρα, γιαγιά και αδελφή [60, 738, 221, 760]
prosecutor-text-b: Ο κ. δικηγόρος ζητάει να εξεταστεί αν οι υπεύθυνοι παρέβησαν τα καθήκοντά τους και να ασκηθεί ποινική δίωξη. Ο δήμαρχος Θεσσαλονίκης δήλωσε ότι όλες οι δημοσιεύσεις έγιναν σύμφωνα με τον νόμο και ότι θα δοθούν όλες οι απαραίτητες εξηγήσεις. Η προκαταρκτική εξέταση ανατέθηκε σε ανακριτή της πόλης. [1182, 1210, 1363, 1338]
taxi-station-number: 912-227 [361, 1198, 399, 1208]
